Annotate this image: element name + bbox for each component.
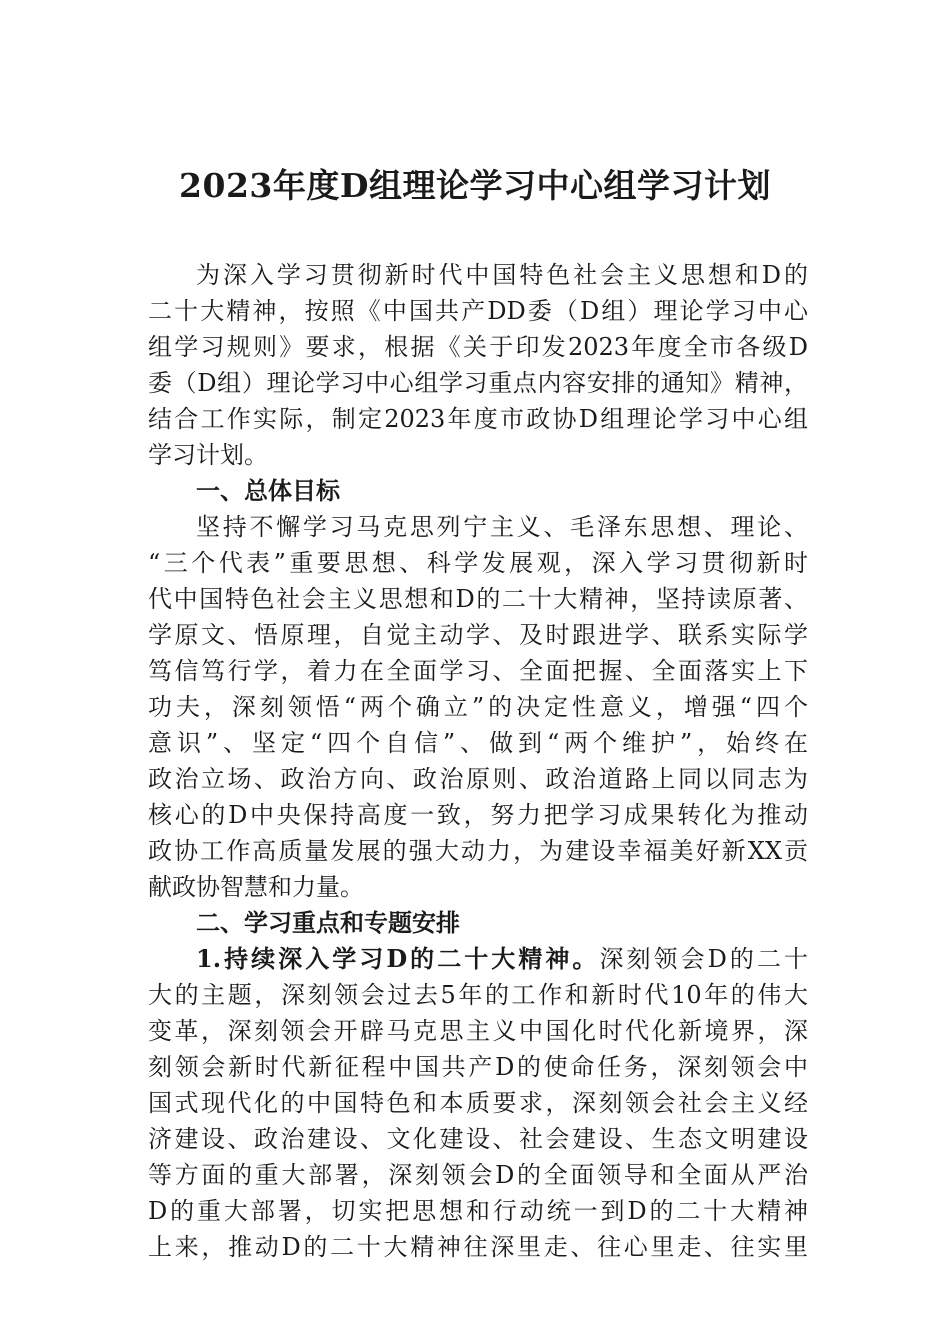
section-heading: 一、总体目标 [196, 476, 340, 505]
paragraph-line: 代中国特色社会主义思想和D的二十大精神，坚持读原著、 [148, 585, 808, 613]
item-lead-in: 1.持续深入学习D的二十大精神。 [196, 944, 600, 973]
paragraph-line: 刻领会新时代新征程中国共产D的使命任务，深刻领会中 [148, 1053, 808, 1081]
paragraph-line: 变革，深刻领会开辟马克思主义中国化时代化新境界，深 [148, 1017, 808, 1045]
paragraph-line: 国式现代化的中国特色和本质要求，深刻领会社会主义经 [148, 1089, 808, 1117]
paragraph-line: 核心的D中央保持高度一致，努力把学习成果转化为推动 [148, 801, 808, 829]
paragraph-line: 济建设、政治建设、文化建设、社会建设、生态文明建设 [148, 1125, 808, 1153]
paragraph-line: 二十大精神，按照《中国共产DD委（D组）理论学习中心 [148, 297, 808, 325]
paragraph-line: 委（D组）理论学习中心组学习重点内容安排的通知》精神， [148, 369, 808, 397]
paragraph-line [148, 941, 808, 977]
document-body [148, 257, 808, 1265]
paragraph-line: 结合工作实际，制定2023年度市政协D组理论学习中心组 [148, 405, 808, 433]
paragraph-text: 深刻领会D的二十 [599, 945, 808, 973]
paragraph-line: 笃信笃行学，着力在全面学习、全面把握、全面落实上下 [148, 657, 808, 685]
paragraph-line: D的重大部署，切实把思想和行动统一到D的二十大精神 [148, 1197, 808, 1225]
paragraph-line: 为深入学习贯彻新时代中国特色社会主义思想和D的 [196, 261, 808, 289]
paragraph-line: 政治立场、政治方向、政治原则、政治道路上同以同志为 [148, 765, 808, 793]
paragraph-line: 献政协智慧和力量。 [148, 873, 364, 901]
paragraph-line: 坚持不懈学习马克思列宁主义、毛泽东思想、理论、 [196, 513, 808, 541]
paragraph-line: 学原文、悟原理，自觉主动学、及时跟进学、联系实际学 [148, 621, 808, 649]
paragraph-line: 大的主题，深刻领会过去5年的工作和新时代10年的伟大 [148, 981, 808, 1009]
paragraph-line: 等方面的重大部署，深刻领会D的全面领导和全面从严治 [148, 1161, 808, 1189]
paragraph-line: 功夫，深刻领悟“两个确立”的决定性意义，增强“四个 [148, 693, 808, 721]
paragraph-line: “三个代表”重要思想、科学发展观，深入学习贯彻新时 [148, 549, 808, 577]
paragraph-line: 组学习规则》要求，根据《关于印发2023年度全市各级D [148, 333, 808, 361]
section-heading: 二、学习重点和专题安排 [196, 908, 460, 937]
paragraph-line: 学习计划。 [148, 441, 268, 469]
document-title: 2023年度D组理论学习中心组学习计划 [179, 166, 771, 205]
paragraph-line: 政协工作高质量发展的强大动力，为建设幸福美好新XX贡 [148, 837, 808, 865]
paragraph-line: 意识”、坚定“四个自信”、做到“两个维护”，始终在 [148, 729, 808, 757]
paragraph-line: 上来，推动D的二十大精神往深里走、往心里走、往实里 [148, 1233, 808, 1261]
